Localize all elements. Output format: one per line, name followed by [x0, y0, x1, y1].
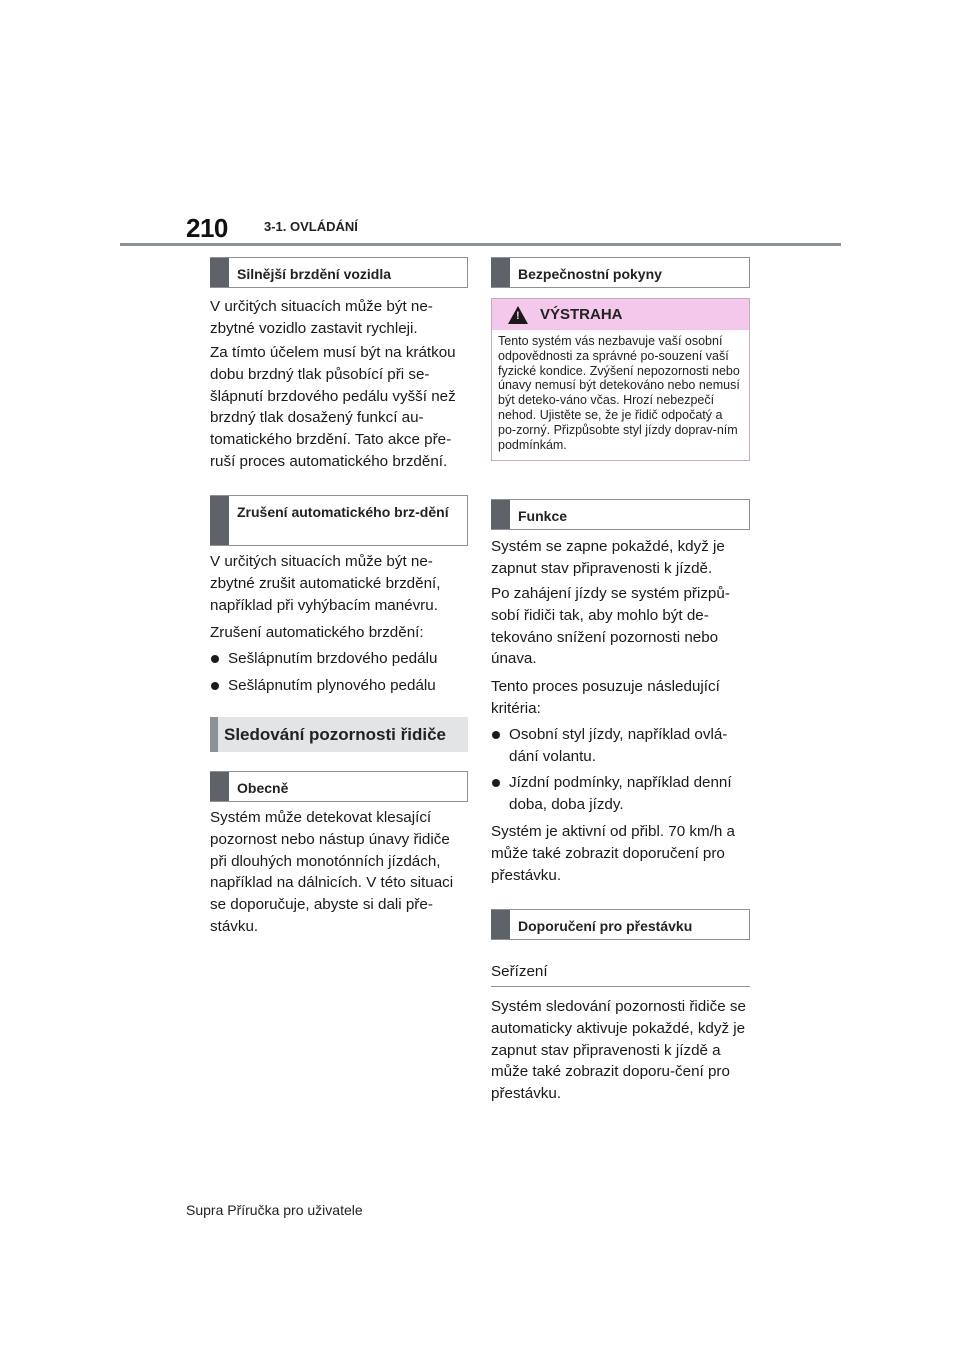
- paragraph: V určitých situacích může být ne-zbytné zrušit automatické brzdění, například při vyhýbacím manévru.: [210, 553, 441, 614]
- heading-bar: [210, 717, 218, 752]
- section-heading-break-recommendation: [491, 909, 750, 940]
- heading-title: Obecně: [237, 780, 289, 796]
- bullet-dot: [211, 655, 219, 663]
- section-heading-cancel-braking: [210, 495, 468, 546]
- warning-header: [492, 299, 749, 330]
- chapter-title: 3-1. OVLÁDÁNÍ: [264, 219, 358, 234]
- heading-title: Zrušení automatického brz-dění: [237, 504, 449, 520]
- section-heading-stronger-braking: [210, 257, 468, 288]
- bullet-dot: [211, 682, 219, 690]
- heading-bar: [491, 258, 510, 287]
- paragraph: Systém je aktivní od přibl. 70 km/h a může také zobrazit doporučení pro přestávku.: [491, 823, 735, 884]
- section-heading-function: [491, 499, 750, 530]
- list-item: [210, 675, 468, 697]
- paragraph: Systém může detekovat klesající pozornost nebo nástup únavy řidiče při dlouhých monotónních jízdách, například na dálnicích. V této situaci se doporučuje, abyste si dali pře-stávku.: [210, 809, 454, 935]
- list-item-text: Sešlápnutím plynového pedálu: [228, 677, 436, 694]
- heading-bar: [491, 910, 510, 939]
- footer-text: Supra Příručka pro uživatele: [186, 1202, 363, 1218]
- subheading-settings: Seřízení: [491, 963, 750, 987]
- section-heading-safety: [491, 257, 750, 288]
- heading-bar: [210, 496, 229, 545]
- heading-bar: [210, 258, 229, 287]
- section-heading-general: [210, 771, 468, 802]
- bullet-dot: [492, 731, 500, 739]
- header-divider: [120, 243, 841, 246]
- list-item: [491, 724, 750, 768]
- warning-text: Tento systém vás nezbavuje vaší osobní odpovědnosti za správné po-souzení vaší fyzické kondice. Zvýšení nepozornosti nebo únavy nemusí být detekováno nebo nemusí být deteko-váno včas. Hrozí nebezpečí nehod. Ujistěte se, že je řidič odpočatý a po-zorný. Přizpůsobte styl jízdy doprav-ním podmínkám.: [498, 334, 740, 452]
- list-item-text: Sešlápnutím brzdového pedálu: [228, 650, 438, 667]
- paragraph: Tento proces posuzuje následující kritéria:: [491, 678, 720, 717]
- heading-title: Sledování pozornosti řidiče: [218, 717, 468, 752]
- list-item: [491, 772, 750, 816]
- paragraph: Systém sledování pozornosti řidiče se automaticky aktivuje pokaždé, když je zapnut stav připravenosti k jízdě a může také zobrazit doporu-čení pro přestávku.: [491, 998, 746, 1103]
- paragraph: V určitých situacích může být ne-zbytné vozidlo zastavit rychleji.: [210, 298, 433, 337]
- heading-bar: [491, 500, 510, 529]
- heading-title: Doporučení pro přestávku: [518, 918, 693, 934]
- heading-title: Silnější brzdění vozidla: [237, 266, 392, 282]
- chapter-heading-driver-attention: [210, 717, 468, 752]
- warning-triangle-icon: !: [508, 306, 528, 324]
- paragraph: Za tímto účelem musí být na krátkou dobu brzdný tlak působící při se-šlápnutí brzdového pedálu vyšší než brzdný tlak dosažený funkcí au-tomatického brzdění. Tato akce pře-ruší proces automatického brzdění.: [210, 344, 456, 470]
- list-item-text: Jízdní podmínky, například denní doba, doba jízdy.: [509, 774, 732, 813]
- list-item: [210, 648, 468, 670]
- heading-bar: [210, 772, 229, 801]
- warning-box: [491, 298, 750, 461]
- paragraph: Systém se zapne pokaždé, když je zapnut stav připravenosti k jízdě.: [491, 538, 725, 577]
- paragraph: Zrušení automatického brzdění:: [210, 624, 424, 641]
- page-number: 210: [186, 213, 228, 243]
- list-item-text: Osobní styl jízdy, například ovlá-dání volantu.: [509, 726, 728, 765]
- bullet-dot: [492, 779, 500, 787]
- heading-title: Bezpečnostní pokyny: [518, 266, 662, 282]
- warning-title: VÝSTRAHA: [540, 306, 623, 323]
- heading-title: Funkce: [518, 508, 568, 524]
- paragraph: Po zahájení jízdy se systém přizpů-sobí řidiči tak, aby mohlo být de-tekováno snížení pozornosti nebo únava.: [491, 585, 730, 668]
